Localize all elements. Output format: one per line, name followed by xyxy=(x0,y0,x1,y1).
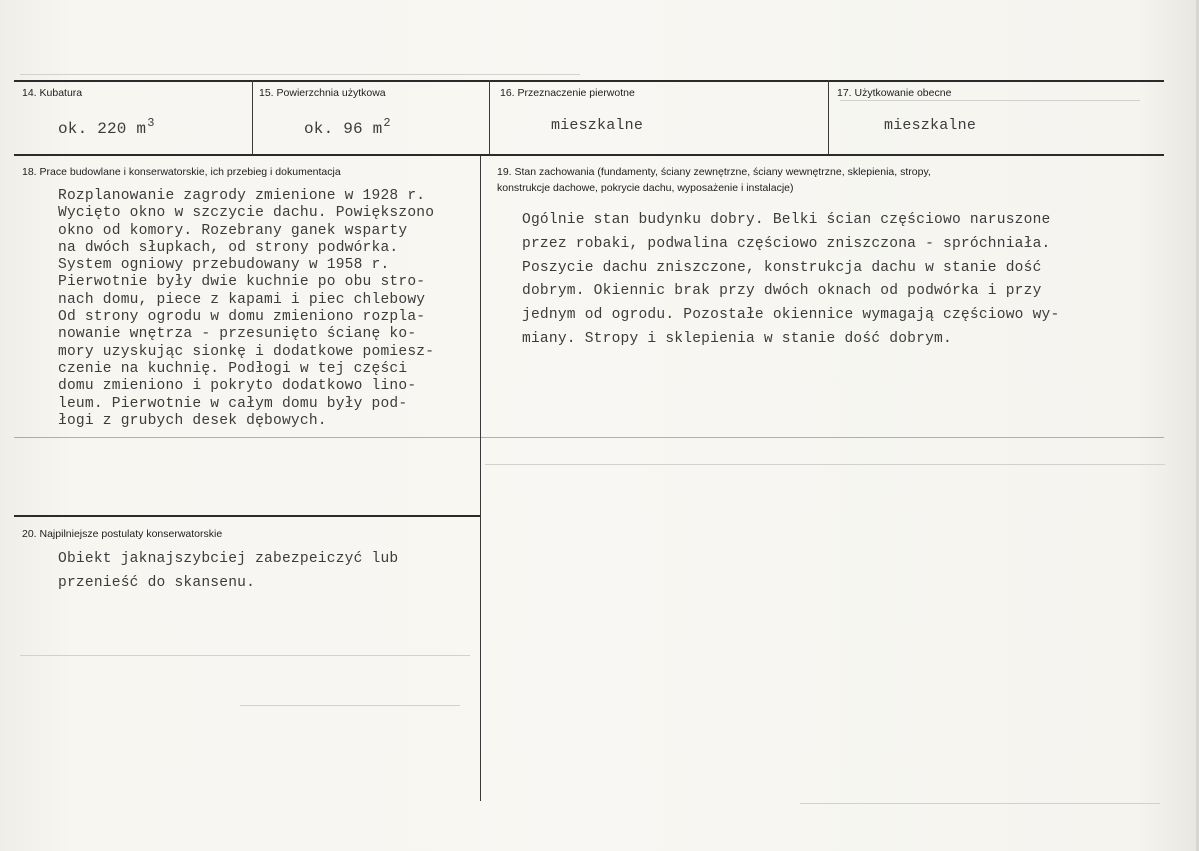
col-divider xyxy=(252,80,253,155)
field-19-label-line2: konstrukcje dachowe, pokrycie dachu, wyposażenie i instalacje) xyxy=(497,182,794,194)
field-16-value: mieszkalne xyxy=(551,117,644,134)
field-14-value xyxy=(58,116,155,138)
field-18-label: 18. Prace budowlane i konserwatorskie, ich przebieg i dokumentacja xyxy=(22,166,341,178)
top-rule xyxy=(14,80,1164,82)
text-line: Od strony ogrodu w domu zmieniono rozpla- xyxy=(58,309,426,326)
field-14-value-text: ok. 220 m xyxy=(58,120,147,138)
field-17-value: mieszkalne xyxy=(884,117,977,134)
text-line: miany. Stropy i sklepienia w stanie dość dobrym. xyxy=(522,330,952,347)
faint-trace xyxy=(485,464,1165,465)
field-20-label: 20. Najpilniejsze postulaty konserwatorskie xyxy=(22,528,223,540)
field-15-value-text: ok. 96 m xyxy=(304,120,383,138)
faint-trace xyxy=(240,705,460,706)
faint-trace xyxy=(840,100,1140,101)
field-19-label-line1: 19. Stan zachowania (fundamenty, ściany zewnętrzne, ściany wewnętrzne, sklepienia, stropy, xyxy=(497,166,931,178)
text-line: przez robaki, podwalina częściowo zniszczona - spróchniała. xyxy=(522,235,1051,252)
text-line: nach domu, piece z kapami i piec chlebowy xyxy=(58,291,426,308)
text-line: jednym od ogrodu. Pozostałe okiennice wymagają częściowo wy- xyxy=(522,307,1060,324)
text-line: okno od komory. Rozebrany ganek wsparty xyxy=(58,222,408,239)
mid-divider xyxy=(480,156,481,801)
col-divider xyxy=(828,80,829,155)
field-16-label: 16. Przeznaczenie pierwotne xyxy=(500,87,635,99)
faint-trace xyxy=(20,74,580,75)
text-line: Ogólnie stan budynku dobry. Belki ścian częściowo naruszone xyxy=(522,212,1051,228)
faint-trace xyxy=(20,655,470,656)
text-line: mory uzyskując sionkę i dodatkowe pomiesz- xyxy=(58,343,435,360)
text-line: Poszycie dachu zniszczone, konstrukcja dachu w stanie dość xyxy=(522,259,1042,276)
field-18-text xyxy=(58,188,434,430)
faint-row-rule xyxy=(14,437,1164,438)
text-line: Pierwotnie były dwie kuchnie po obu stro- xyxy=(58,274,426,291)
text-line: System ogniowy przebudowany w 1958 r. xyxy=(58,257,390,274)
text-line: Rozplanowanie zagrody zmienione w 1928 r. xyxy=(58,188,426,204)
text-line: dobrym. Okiennic brak przy dwóch oknach od podwórka i przy xyxy=(522,283,1042,300)
left-section-rule xyxy=(14,515,480,517)
field-14-unit-exponent: 3 xyxy=(147,116,155,130)
field-14-label: 14. Kubatura xyxy=(22,87,83,99)
field-17-label: 17. Użytkowanie obecne xyxy=(837,87,952,99)
text-line: nowanie wnętrza - przesunięto ścianę ko- xyxy=(58,326,417,343)
text-line: leum. Pierwotnie w całym domu były pod- xyxy=(58,395,408,412)
faint-trace xyxy=(800,803,1160,804)
field-20-text xyxy=(58,547,398,595)
field-15-label: 15. Powierzchnia użytkowa xyxy=(259,87,386,99)
col-divider xyxy=(489,80,490,155)
text-line: czenie na kuchnię. Podłogi w tej części xyxy=(58,360,408,377)
text-line: Obiekt jaknajszybciej zabezpeiczyć lub xyxy=(58,551,399,567)
row-rule xyxy=(14,154,1164,156)
text-line: łogi z grubych desek dębowych. xyxy=(58,412,327,429)
text-line: domu zmieniono i pokryto dodatkowo lino- xyxy=(58,378,417,395)
text-line: na dwóch słupkach, od strony podwórka. xyxy=(58,239,399,256)
text-line: przenieść do skansenu. xyxy=(58,575,256,591)
text-line: Wycięto okno w szczycie dachu. Powiększono xyxy=(58,205,435,222)
field-19-text xyxy=(522,209,1059,352)
field-15-unit-exponent: 2 xyxy=(383,116,391,130)
field-15-value xyxy=(304,116,391,138)
